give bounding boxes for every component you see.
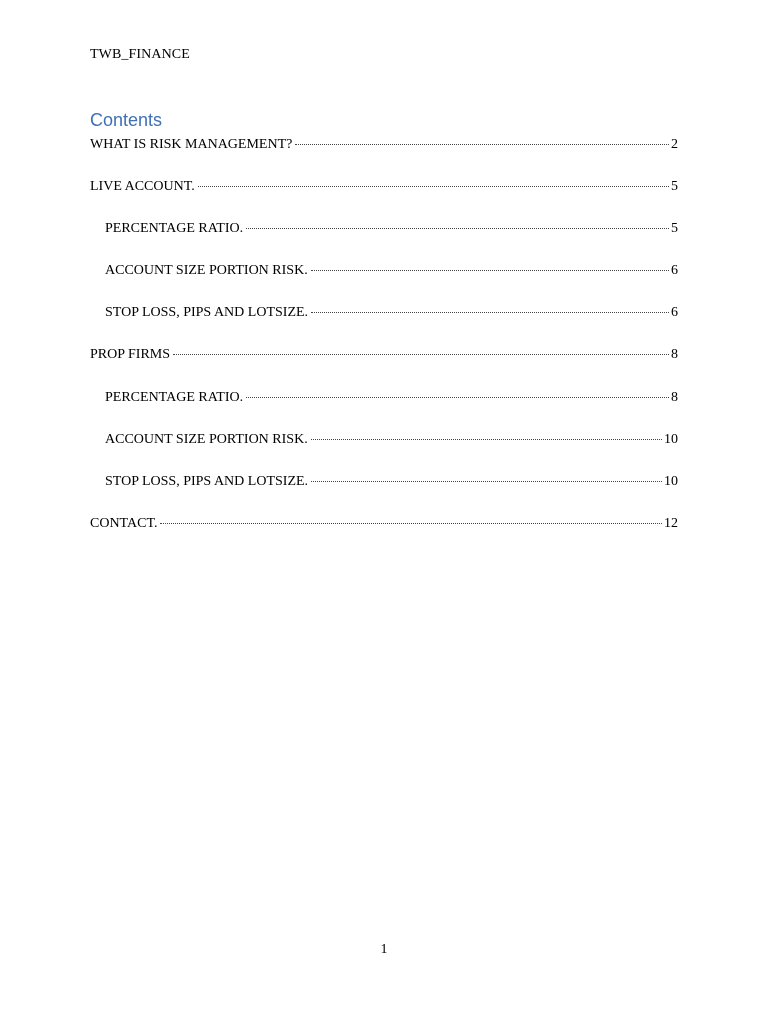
page-number: 1 <box>380 942 388 957</box>
toc-entry-page: 6 <box>671 305 678 321</box>
toc-entry-page: 6 <box>671 263 678 279</box>
toc-entry-page: 10 <box>664 431 678 447</box>
toc-entry-live-account[interactable] <box>90 177 678 219</box>
toc-entry-page: 8 <box>671 347 678 363</box>
toc-entry-title: PROP FIRMS <box>90 347 171 363</box>
toc-dot-leader <box>173 353 669 355</box>
toc-entry-page: 8 <box>671 389 678 405</box>
toc-entry-title: CONTACT. <box>90 515 158 531</box>
toc-dot-leader <box>198 185 669 187</box>
toc-dot-leader <box>311 438 662 440</box>
toc-dot-leader <box>246 396 669 398</box>
toc-dot-leader <box>246 227 669 229</box>
toc-entry-title: PERCENTAGE RATIO. <box>105 221 244 237</box>
toc-entry-live-account-size-portion-risk[interactable] <box>90 261 678 303</box>
toc-entry-prop-account-size-portion-risk[interactable] <box>90 430 678 472</box>
table-of-contents <box>90 135 678 556</box>
toc-entry-prop-stop-loss-pips-lotsize[interactable] <box>90 472 678 514</box>
toc-entry-prop-percentage-ratio[interactable] <box>90 388 678 430</box>
toc-dot-leader <box>311 480 662 482</box>
toc-heading: Contents <box>90 110 163 130</box>
toc-entry-what-is-risk-management[interactable] <box>90 135 678 177</box>
toc-entry-title: STOP LOSS, PIPS AND LOTSIZE. <box>105 305 309 321</box>
toc-entry-title: STOP LOSS, PIPS AND LOTSIZE. <box>105 473 309 489</box>
toc-entry-title: LIVE ACCOUNT. <box>90 179 195 195</box>
toc-dot-leader <box>311 311 669 313</box>
toc-entry-page: 10 <box>664 473 678 489</box>
toc-entry-page: 12 <box>664 515 678 531</box>
toc-entry-title: WHAT IS RISK MANAGEMENT? <box>90 137 293 152</box>
toc-entry-page: 5 <box>671 221 678 237</box>
toc-entry-title: ACCOUNT SIZE PORTION RISK. <box>105 263 308 279</box>
toc-entry-title: PERCENTAGE RATIO. <box>105 389 244 405</box>
document-header: TWB_FINANCE <box>90 47 190 62</box>
toc-dot-leader <box>311 269 669 271</box>
toc-entry-title: ACCOUNT SIZE PORTION RISK. <box>105 431 308 447</box>
toc-dot-leader <box>295 143 669 145</box>
toc-entry-page: 5 <box>671 179 678 195</box>
toc-entry-live-stop-loss-pips-lotsize[interactable] <box>90 303 678 345</box>
toc-dot-leader <box>160 522 662 524</box>
toc-entry-contact[interactable] <box>90 514 678 556</box>
toc-entry-live-percentage-ratio[interactable] <box>90 219 678 261</box>
toc-entry-prop-firms[interactable] <box>90 345 678 387</box>
toc-entry-page: 2 <box>671 137 678 152</box>
